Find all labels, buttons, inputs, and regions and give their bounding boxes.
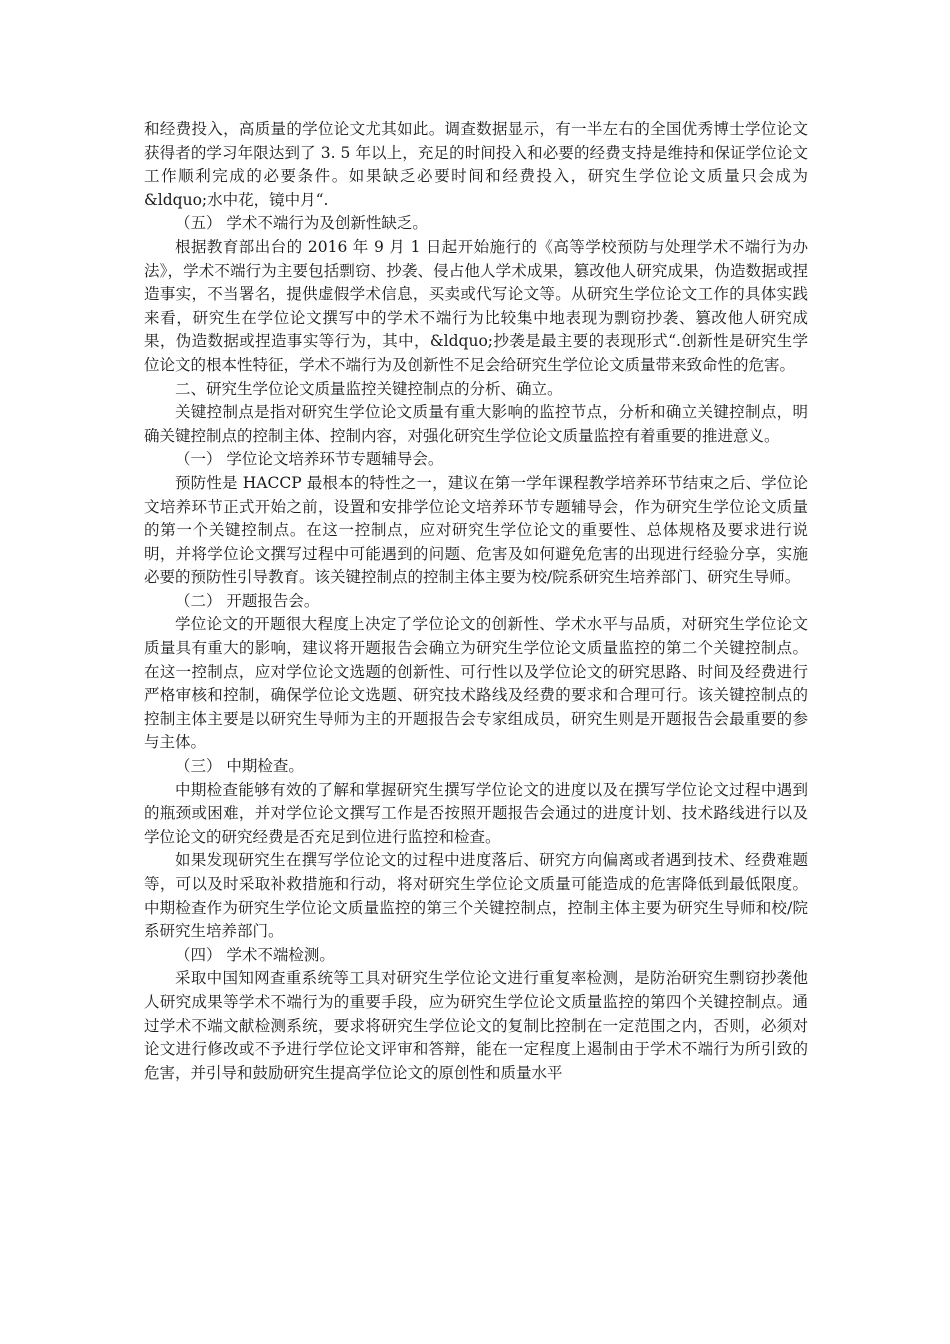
section-heading-5: （五） 学术不端行为及创新性缺乏。 [175, 214, 428, 233]
paragraph-intro: 和经费投入，高质量的学位论文尤其如此。调查数据显示，有一半左右的全国优秀博士学位论文获得者的学习年限达到了 3. 5 年以上，充足的时间投入和必要的经费支持是维持和保证学位论文工作顺利完成的必要条件。如果缺乏必要时间和经费投入，研究生学位论文质量只会成为&ldquo;水中花，镜中月“. [144, 120, 808, 209]
paragraph-midterm-2: 如果发现研究生在撰写学位论文的过程中进度落后、研究方向偏离或者遇到技术、经费难题等，可以及时采取补救措施和行动，将对研究生学位论文质量可能造成的危害降低到最低限度。中期检查作为研究生学位论文质量监控的第三个关键控制点，控制主体主要为研究生导师和校/院系研究生培养部门。 [144, 851, 808, 941]
paragraph-seminar: 预防性是 HACCP 最根本的特性之一，建议在第一学年课程教学培养环节结束之后、学位论文培养环节正式开始之前，设置和安排学位论文培养环节专题辅导会，作为研究生学位论文质量的第一个关键控制点。在这一控制点，应对研究生学位论文的重要性、总体规格及要求进行说明，并将学位论文撰写过程中可能遇到的问题、危害及如何避免危害的出现进行经验分享，实施必要的预防性引导教育。该关键控制点的控制主体主要为校/院系研究生培养部门、研究生导师。 [144, 473, 808, 587]
section-heading-4: （四） 学术不端检测。 [175, 945, 335, 964]
section-heading-part-2: 二、研究生学位论文质量监控关键控制点的分析、确立。 [175, 379, 563, 398]
section-heading-2: （二） 开题报告会。 [175, 591, 320, 610]
paragraph-key-control-points: 关键控制点是指对研究生学位论文质量有重大影响的监控节点，分析和确立关键控制点，明确关键控制点的控制主体、控制内容，对强化研究生学位论文质量监控有着重要的推进意义。 [144, 403, 808, 445]
document-body [144, 118, 808, 1085]
section-heading-3: （三） 中期检查。 [175, 757, 304, 776]
paragraph-proposal: 学位论文的开题很大程度上决定了学位论文的创新性、学术水平与品质，对研究生学位论文质量具有重大的影响，建议将开题报告会确立为研究生学位论文质量监控的第二个关键控制点。在这一控制点，应对学位论文选题的创新性、可行性以及学位论文的研究思路、时间及经费进行严格审核和控制，确保学位论文选题、研究技术路线及经费的要求和合理可行。该关键控制点的控制主体主要是以研究生导师为主的开题报告会专家组成员，研究生则是开题报告会最重要的参与主体。 [144, 615, 808, 752]
paragraph-midterm-1: 中期检查能够有效的了解和掌握研究生撰写学位论文的进度以及在撰写学位论文过程中遇到的瓶颈或困难，并对学位论文撰写工作是否按照开题报告会通过的进度计划、技术路线进行以及学位论文的研究经费是否充足到位进行监控和检查。 [144, 780, 808, 846]
paragraph-plagiarism-check: 采取中国知网查重系统等工具对研究生学位论文进行重复率检测，是防治研究生剽窃抄袭他人研究成果等学术不端行为的重要手段，应为研究生学位论文质量监控的第四个关键控制点。通过学术不端文献检测系统，要求将研究生学位论文的复制比控制在一定范围之内，否则，必须对论文进行修改或不予进行学位论文评审和答辩，能在一定程度上遏制由于学术不端行为所引致的危害，并引导和鼓励研究生提高学位论文的原创性和质量水平 [144, 969, 808, 1082]
section-heading-1: （一） 学位论文培养环节专题辅导会。 [175, 450, 444, 469]
paragraph-misconduct: 根据教育部出台的 2016 年 9 月 1 日起开始施行的《高等学校预防与处理学术不端行为办法》，学术不端行为主要包括剽窃、抄袭、侵占他人学术成果，篡改他人研究成果，伪造数据或捏造事实，不当署名，提供虚假学术信息，买卖或代写论文等。从研究生学位论文工作的具体实践来看，研究生在学位论文撰写中的学术不端行为比较集中地表现为剽窃抄袭、篡改他人研究成果，伪造数据或捏造事实等行为，其中，&ldquo;抄袭是最主要的表现形式“.创新性是研究生学位论文的根本性特征，学术不端行为及创新性不足会给研究生学位论文质量带来致命性的危害。 [144, 237, 808, 374]
